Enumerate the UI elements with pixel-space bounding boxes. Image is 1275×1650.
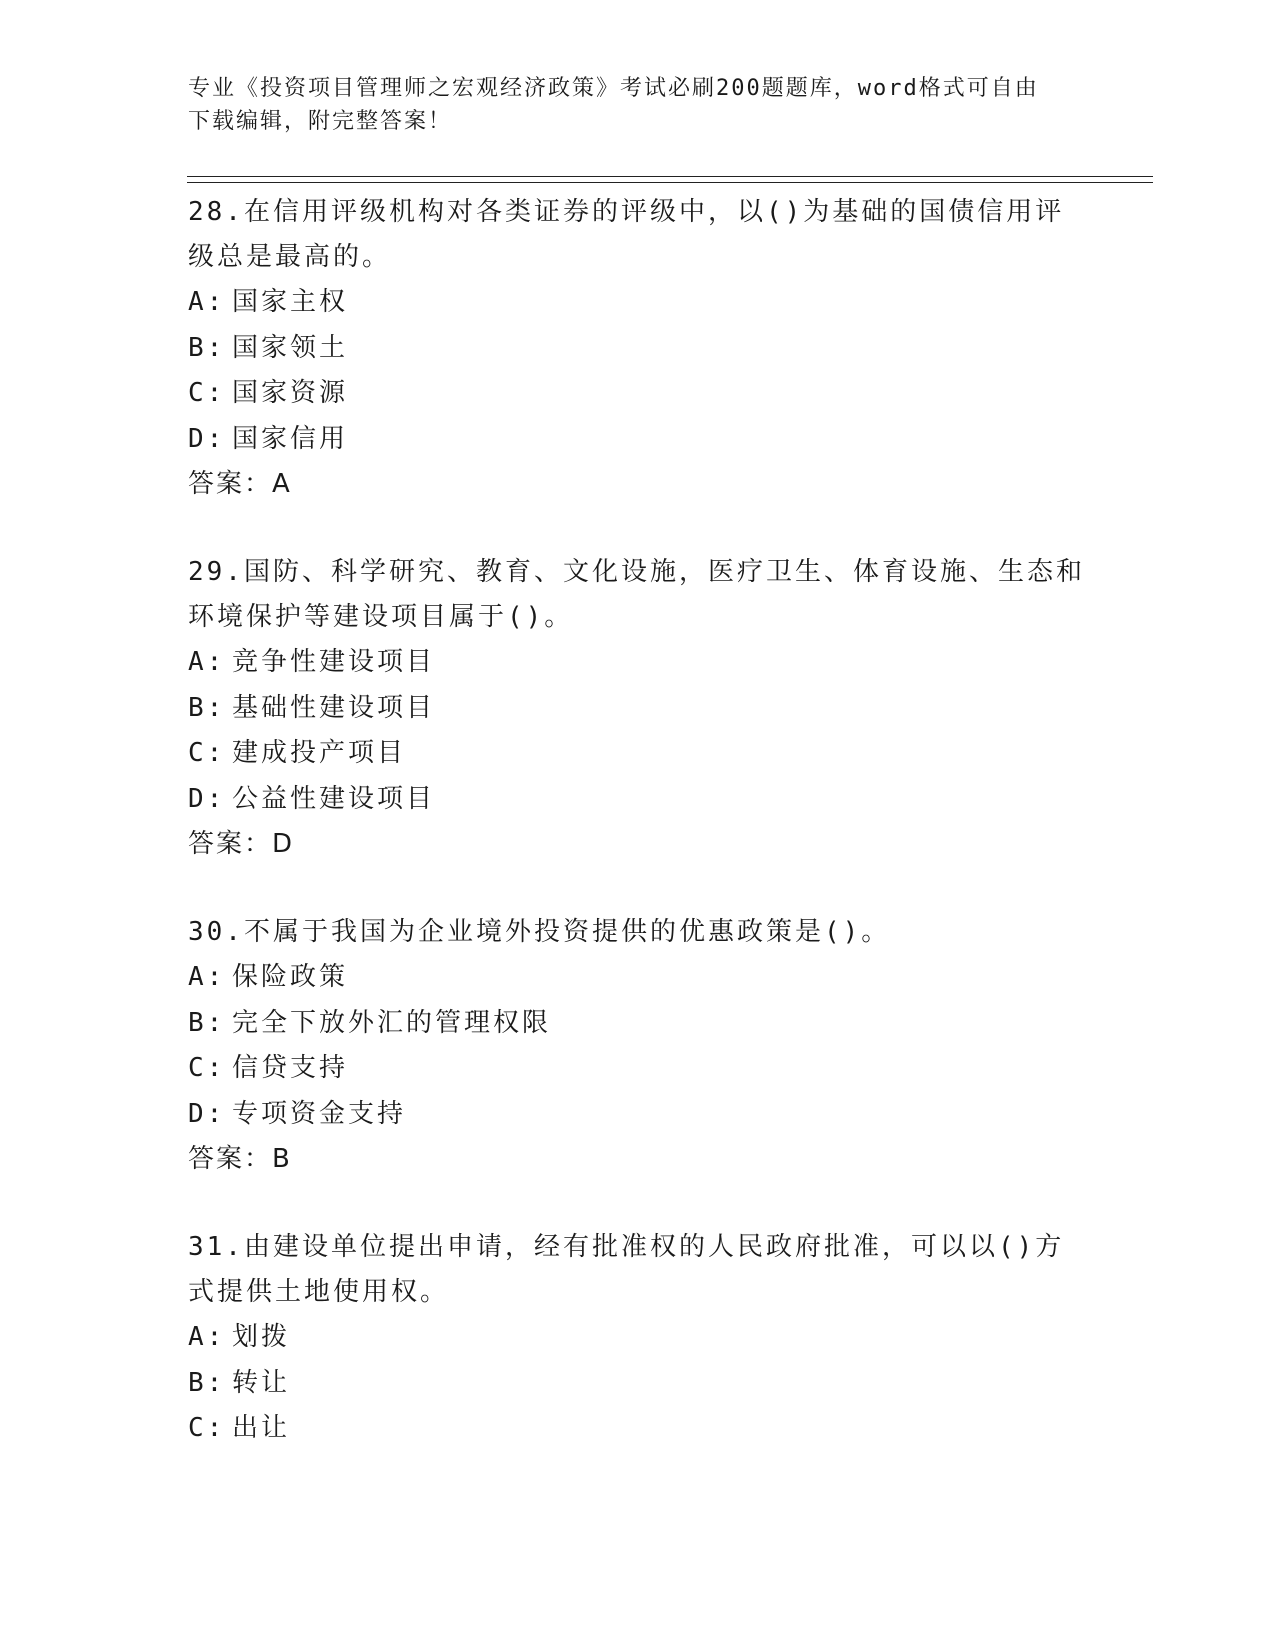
answer-line: 答案：D xyxy=(188,829,295,860)
option-b xyxy=(188,1361,1088,1407)
option-letter: A: xyxy=(188,287,226,317)
question-28 xyxy=(188,190,1088,508)
header-line-1: 专业《投资项目管理师之宏观经济政策》考试必刷200题题库，word格式可自由 xyxy=(188,76,1039,101)
option-text: 国家信用 xyxy=(232,423,349,454)
option-text: 转让 xyxy=(232,1367,291,1398)
option-letter: C: xyxy=(188,1413,226,1444)
option-text: 信贷支持 xyxy=(232,1053,349,1084)
option-letter: B: xyxy=(188,332,226,363)
document-header xyxy=(188,72,1088,138)
question-30 xyxy=(188,910,1088,1183)
option-letter: D: xyxy=(188,423,226,454)
option-letter: B: xyxy=(188,1367,226,1398)
option-text: 竞争性建设项目 xyxy=(232,646,436,677)
option-b xyxy=(188,686,1088,732)
option-letter: C: xyxy=(188,1053,226,1084)
option-b xyxy=(188,1001,1088,1047)
option-d xyxy=(188,1092,1088,1138)
option-text: 国家主权 xyxy=(232,287,349,317)
option-text: 建成投产项目 xyxy=(232,738,407,769)
option-letter: D: xyxy=(188,1098,226,1129)
question-29 xyxy=(188,550,1088,868)
option-c xyxy=(188,371,1088,417)
option-letter: C: xyxy=(188,738,226,769)
option-letter: A: xyxy=(188,646,226,677)
option-c xyxy=(188,1406,1088,1452)
option-letter: B: xyxy=(188,1007,226,1038)
option-text: 基础性建设项目 xyxy=(232,692,436,723)
question-stem: 28.在信用评级机构对各类证券的评级中，以()为基础的国债信用评级总是最高的。 xyxy=(188,197,1065,272)
option-text: 完全下放外汇的管理权限 xyxy=(232,1007,552,1038)
option-a xyxy=(188,1315,1088,1361)
option-text: 划拨 xyxy=(232,1321,291,1352)
option-letter: B: xyxy=(188,692,226,723)
option-letter: A: xyxy=(188,1321,226,1352)
option-a xyxy=(188,640,1088,686)
question-stem: 29.国防、科学研究、教育、文化设施，医疗卫生、体育设施、生态和环境保护等建设项目属于()。 xyxy=(188,556,1085,632)
question-stem: 31.由建设单位提出申请，经有批准权的人民政府批准，可以以()方式提供土地使用权。 xyxy=(188,1231,1065,1307)
question-stem: 30.不属于我国为企业境外投资提供的优惠政策是()。 xyxy=(188,916,891,947)
question-list xyxy=(188,190,1088,1494)
question-31 xyxy=(188,1225,1088,1452)
option-letter: C: xyxy=(188,378,226,409)
option-a xyxy=(188,955,1088,1001)
option-letter: D: xyxy=(188,783,226,814)
option-c xyxy=(188,1046,1088,1092)
option-text: 专项资金支持 xyxy=(232,1098,407,1129)
option-text: 国家领土 xyxy=(232,332,349,363)
answer-line: 答案：B xyxy=(188,1144,292,1175)
option-text: 出让 xyxy=(232,1413,291,1444)
option-d xyxy=(188,417,1088,463)
header-divider-top xyxy=(187,176,1153,177)
option-text: 保险政策 xyxy=(232,961,349,992)
option-text: 公益性建设项目 xyxy=(232,783,436,814)
option-letter: A: xyxy=(188,961,226,992)
option-text: 国家资源 xyxy=(232,378,349,409)
option-a xyxy=(188,280,1088,326)
option-b xyxy=(188,326,1088,372)
header-divider-bottom xyxy=(187,182,1153,183)
answer-line: 答案：A xyxy=(188,469,292,500)
option-d xyxy=(188,777,1088,823)
header-line-2: 下载编辑，附完整答案！ xyxy=(188,109,453,134)
option-c xyxy=(188,731,1088,777)
